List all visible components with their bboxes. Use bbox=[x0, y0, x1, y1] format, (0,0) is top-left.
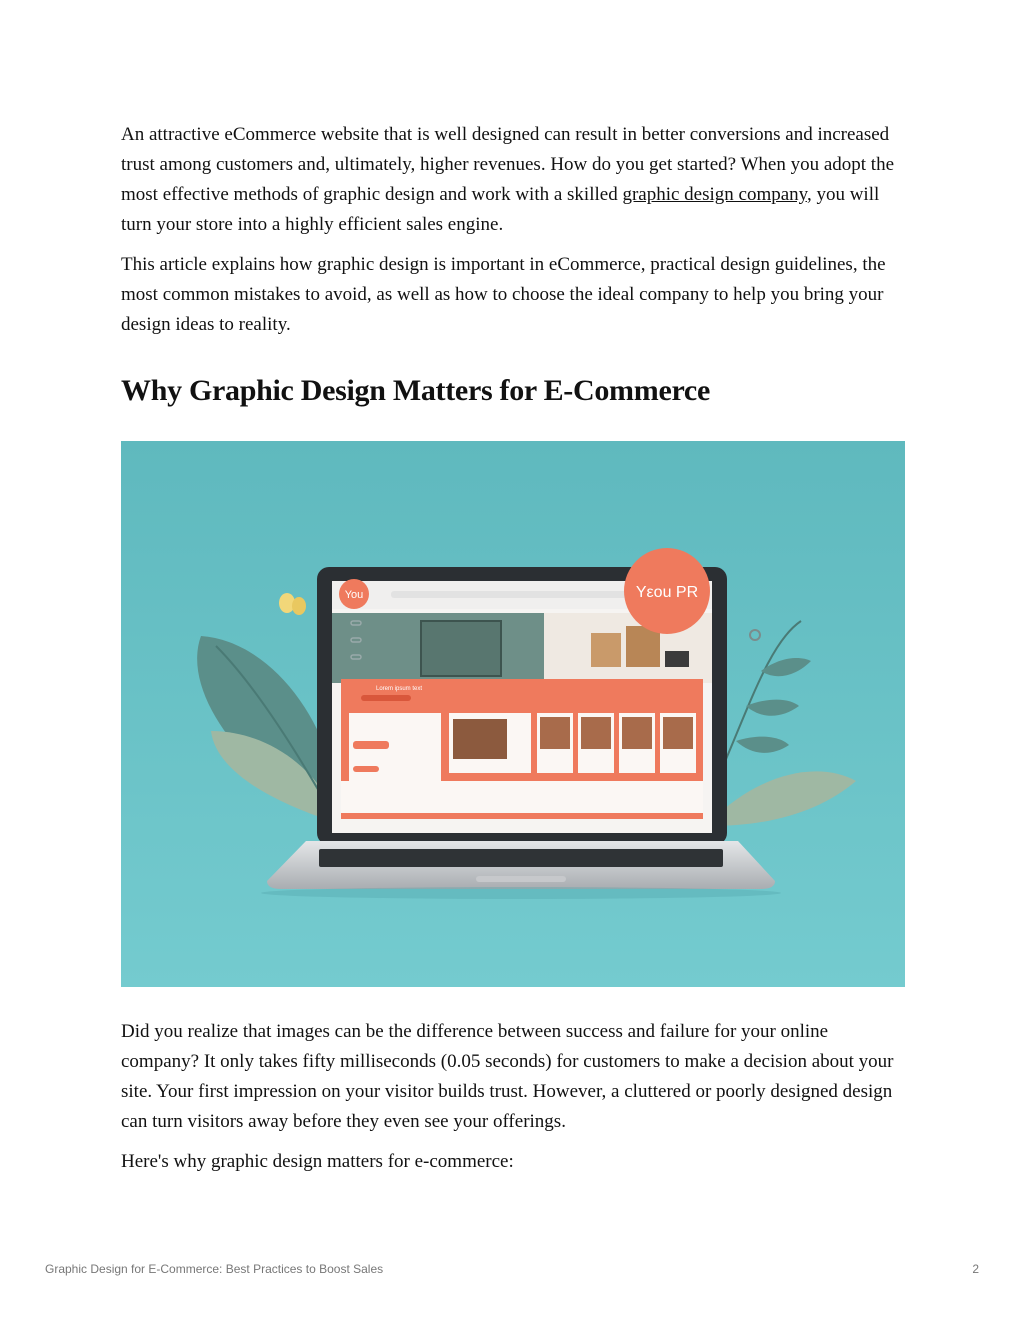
svg-text:Lorem ipsum text: Lorem ipsum text bbox=[376, 686, 423, 692]
footer-title: Graphic Design for E-Commerce: Best Practices to Boost Sales bbox=[45, 1262, 384, 1276]
screen-banner bbox=[341, 679, 703, 707]
intro-paragraph bbox=[121, 120, 905, 240]
intro-text-start: An attractive eCommerce website that is well designed can result in better conversions and increased trust among customers and, ultimately, higher revenues. How do you get started? When you adopt the most effective methods of graphic design and work with a skilled bbox=[121, 124, 895, 205]
section-heading: Why Graphic Design Matters for E-Commerce bbox=[121, 374, 710, 407]
page-footer bbox=[45, 1262, 979, 1282]
list-intro-paragraph: Here's why graphic design matters for e-commerce: bbox=[121, 1151, 514, 1172]
page-number: 2 bbox=[972, 1262, 979, 1276]
overview-paragraph: This article explains how graphic design is important in eCommerce, practical design guidelines, the most common mistakes to avoid, as well as how to choose the ideal company to help you bring your design ideas to reality. bbox=[121, 254, 886, 335]
body-paragraph: Did you realize that images can be the difference between success and failure for your online company? It only takes fifty milliseconds (0.05 seconds) for customers to make a decision about your site. Your first impression on your visitor builds trust. However, a cluttered or poorly designed design can turn visitors away before they even see your offerings. bbox=[121, 1021, 894, 1132]
hero-illustration bbox=[121, 441, 905, 987]
graphic-design-company-link[interactable]: graphic design company bbox=[622, 184, 807, 205]
article-body bbox=[121, 120, 905, 1187]
site-logo-text: You bbox=[344, 589, 364, 601]
speech-bubble-text: Yεou PR bbox=[635, 584, 699, 601]
intro-text-end: , you will turn your store into a highly efficient sales engine. bbox=[121, 184, 880, 235]
